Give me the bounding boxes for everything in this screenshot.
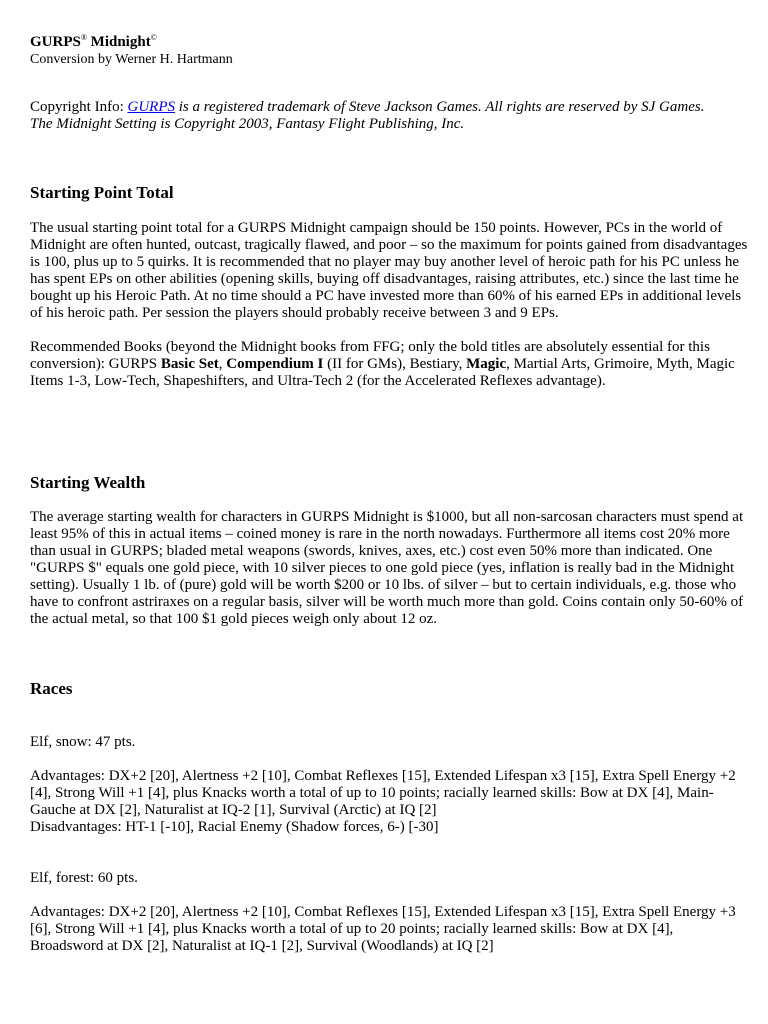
paragraph-recommended-books bbox=[30, 339, 750, 390]
books-text-1: Recommended Books (beyond the Midnight books from FFG; only the bold titles are absolutely essential for this conversion): GURPS bbox=[30, 339, 710, 372]
copyright-line1: is a registered trademark of Steve Jackson Games. All rights are reserved by SJ Games. bbox=[175, 99, 705, 115]
paragraph-starting-wealth: The average starting wealth for characters in GURPS Midnight is $1000, but all non-sarcosan characters must spend at least 95% of this in actual items – coined money is rare in the north nowadays. Furthermore all items cost 20% more than usual in GURPS; bladed metal weapons (swords, knives, axes, etc.) cost even 50% more than indicated. One "GURPS $" equals one gold piece, with 10 silver pieces to one gold piece (yes, inflation is really bad in the Midnight setting). Usually 1 lb. of (pure) gold will be worth $200 or 10 lbs. of silver – but to certain individuals, e.g. those who have to confront astriraxes on a regular basis, silver will be worth much more than gold. Coins contain only 50-60% of the actual metal, so that 100 $1 gold pieces weigh only about 12 oz. bbox=[30, 509, 744, 627]
race-elf-snow-advantages: Advantages: DX+2 [20], Alertness +2 [10], Combat Reflexes [15], Extended Lifespan x3 [15], Extra Spell Energy +2 [4], Strong Will +1 [4], plus Knacks worth a total of up to 10 points; racially learned skills: Bow at DX [4], Main-Gauche at DX [2], Naturalist at IQ-2 [1], Survival (Arctic) at IQ [2] bbox=[30, 768, 736, 818]
heading-races: Races bbox=[30, 679, 73, 698]
gurps-link[interactable]: GURPS bbox=[127, 99, 175, 115]
book-compendium-i: Compendium I bbox=[226, 356, 324, 372]
race-elf-snow-disadvantages: Disadvantages: HT-1 [-10], Racial Enemy (Shadow forces, 6-) [-30] bbox=[30, 819, 439, 835]
document-page bbox=[30, 34, 750, 955]
copyright-mark: © bbox=[150, 33, 157, 42]
race-elf-forest-name: Elf, forest: 60 pts. bbox=[30, 870, 138, 886]
heading-starting-point-total: Starting Point Total bbox=[30, 183, 174, 202]
title-gurps: GURPS bbox=[30, 34, 81, 50]
title-midnight: Midnight bbox=[86, 34, 151, 50]
paragraph-starting-points: The usual starting point total for a GURPS Midnight campaign should be 150 points. However, PCs in the world of Midnight are often hunted, outcast, tragically flawed, and poor – so the maximum for points gained from disadvantages is 100, plus up to 5 quirks. It is recommended that no player may buy another level of heroic path for his PC unless he has spent EPs on other abilities (opening skills, buying off disadvantages, raising attributes, etc.) since the last time he bought up his Heroic Path. At no time should a PC have invested more than 60% of his earned EPs in additional levels of his heroic path. Per session the players should probably receive between 3 and 9 EPs. bbox=[30, 220, 748, 321]
books-text-3: (II for GMs), Bestiary, bbox=[323, 356, 467, 372]
books-text-4: , Martial Arts, Grimoire, Myth, Magic Items 1-3, Low-Tech, Shapeshifters, and Ultra-Tech 2 (for the Accelerated Reflexes advantage). bbox=[30, 356, 735, 389]
document-title bbox=[30, 34, 750, 51]
book-magic: Magic bbox=[466, 356, 507, 372]
registered-mark: ® bbox=[80, 33, 87, 42]
copyright-info bbox=[30, 99, 750, 133]
books-text-2: , bbox=[218, 356, 227, 372]
race-elf-forest-advantages: Advantages: DX+2 [20], Alertness +2 [10], Combat Reflexes [15], Extended Lifespan x3 [15], Extra Spell Energy +3 [6], Strong Will +1 [4], plus Knacks worth a total of up to 20 points; racially learned skills: Bow at DX [4], Broadsword at DX [2], Naturalist at IQ-1 [2], Survival (Woodlands) at IQ [2] bbox=[30, 904, 736, 954]
copyright-line2: The Midnight Setting is Copyright 2003, Fantasy Flight Publishing, Inc. bbox=[30, 116, 465, 132]
book-basic-set: Basic Set bbox=[160, 356, 219, 372]
race-elf-snow-name: Elf, snow: 47 pts. bbox=[30, 734, 136, 750]
copyright-lead: Copyright Info: bbox=[30, 99, 128, 115]
document-subtitle: Conversion by Werner H. Hartmann bbox=[30, 52, 233, 67]
heading-starting-wealth: Starting Wealth bbox=[30, 473, 146, 492]
